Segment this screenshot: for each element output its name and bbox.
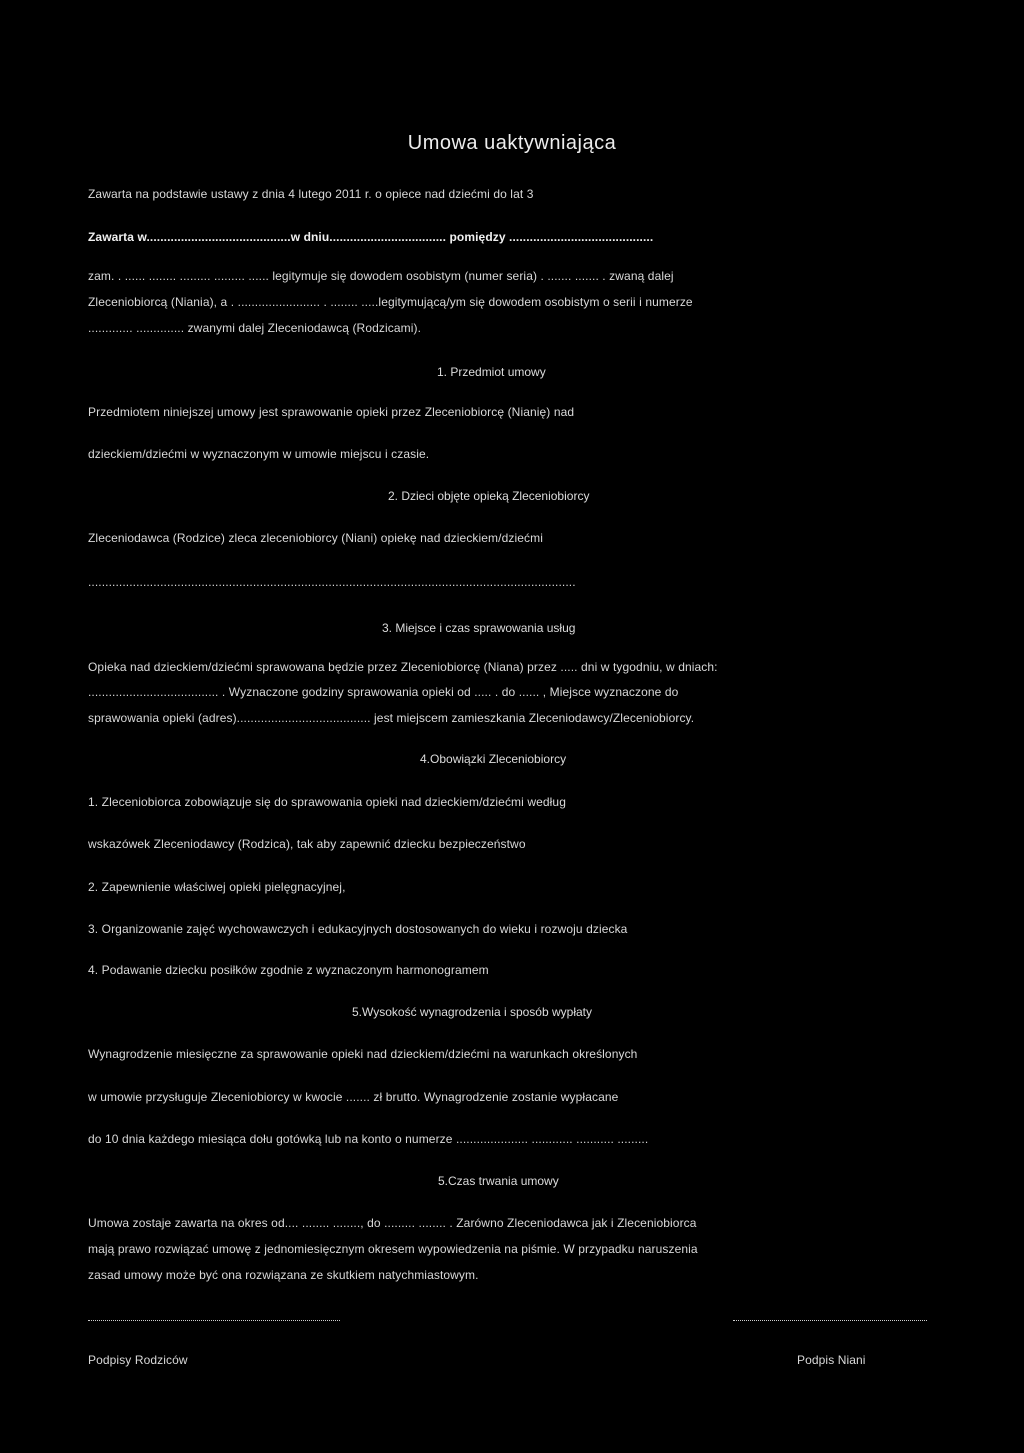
section-6-heading: 5.Czas trwania umowy xyxy=(438,1174,559,1188)
section-6-line-3: zasad umowy może być ona rozwiązana ze skutkiem natychmiastowym. xyxy=(88,1268,479,1282)
party-line-1: Zawarta w..........................................w dniu.................................. pomiędzy .......................................... xyxy=(88,230,654,244)
party-line-3: Zleceniobiorcą (Niania), a . ........................ . ........ .....legitymującą/ym się dowodem osobistym o serii i numerze xyxy=(88,295,693,309)
section-3-line-2: ...................................... . Wyznaczone godziny sprawowania opieki od ..... . do ...... , Miejsce wyznaczone do xyxy=(88,685,679,699)
section-1-line-1: Przedmiotem niniejszej umowy jest sprawowanie opieki przez Zleceniobiorcę (Nianię) nad xyxy=(88,405,575,419)
section-3-heading: 3. Miejsce i czas sprawowania usług xyxy=(382,621,576,635)
section-4-item-2: 2. Zapewnienie właściwej opieki pielęgnacyjnej, xyxy=(88,880,346,894)
party-line-2: zam. . ...... ........ ......... ......... ...... legitymuje się dowodem osobistym (numer seria) . ....... ....... . zwaną dalej xyxy=(88,269,674,283)
section-2-heading: 2. Dzieci objęte opieką Zleceniobiorcy xyxy=(388,489,590,503)
section-4-item-3: 3. Organizowanie zajęć wychowawczych i edukacyjnych dostosowanych do wieku i rozwoju dziecka xyxy=(88,922,628,936)
nanny-signature-label: Podpis Niani xyxy=(797,1353,866,1367)
section-4-item-1b: wskazówek Zleceniodawcy (Rodzica), tak aby zapewnić dziecku bezpieczeństwo xyxy=(88,837,526,851)
parents-signature-line xyxy=(88,1320,340,1321)
party-line-4: ............. .............. zwanymi dalej Zleceniodawcą (Rodzicami). xyxy=(88,321,422,335)
section-4-item-4: 4. Podawanie dziecku posiłków zgodnie z wyznaczonym harmonogramem xyxy=(88,963,489,977)
section-2-line-1: Zleceniodawca (Rodzice) zleca zleceniobiorcy (Niani) opiekę nad dzieckiem/dziećmi xyxy=(88,531,543,545)
parents-signature-label: Podpisy Rodziców xyxy=(88,1353,188,1367)
nanny-signature-line xyxy=(733,1320,927,1321)
section-5-line-2: w umowie przysługuje Zleceniobiorcy w kwocie ....... zł brutto. Wynagrodzenie zostanie wypłacane xyxy=(88,1090,619,1104)
section-6-line-1: Umowa zostaje zawarta na okres od.... ........ ........, do ......... ........ . Zarówno Zleceniodawca jak i Zleceniobiorca xyxy=(88,1216,697,1230)
section-5-line-3: do 10 dnia każdego miesiąca dołu gotówką lub na konto o numerze ..................... ............ ........... ......... xyxy=(88,1132,649,1146)
section-5-line-1: Wynagrodzenie miesięczne za sprawowanie opieki nad dzieckiem/dziećmi na warunkach określonych xyxy=(88,1047,638,1061)
section-5-heading: 5.Wysokość wynagrodzenia i sposób wypłaty xyxy=(352,1005,593,1019)
section-1-heading: 1. Przedmiot umowy xyxy=(437,365,546,379)
intro-line: Zawarta na podstawie ustawy z dnia 4 lutego 2011 r. o opiece nad dziećmi do lat 3 xyxy=(88,187,534,201)
section-4-heading: 4.Obowiązki Zleceniobiorcy xyxy=(420,752,567,766)
section-2-line-2: .............................................................................................................................................. xyxy=(88,575,576,589)
section-3-line-1: Opieka nad dzieckiem/dziećmi sprawowana będzie przez Zleceniobiorcę (Niana) przez ..... dni w tygodniu, w dniach: xyxy=(88,660,718,674)
section-4-item-1a: 1. Zleceniobiorca zobowiązuje się do sprawowania opieki nad dzieckiem/dziećmi według xyxy=(88,795,566,809)
document-title: Umowa uaktywniająca xyxy=(407,132,617,154)
section-6-line-2: mają prawo rozwiązać umowę z jednomiesięcznym okresem wypowiedzenia na piśmie. W przypadku naruszenia xyxy=(88,1242,698,1256)
section-1-line-2: dzieckiem/dziećmi w wyznaczonym w umowie miejscu i czasie. xyxy=(88,447,430,461)
section-3-line-3: sprawowania opieki (adres)....................................... jest miejscem zamieszkania Zleceniodawcy/Zleceniobiorcy. xyxy=(88,711,695,725)
